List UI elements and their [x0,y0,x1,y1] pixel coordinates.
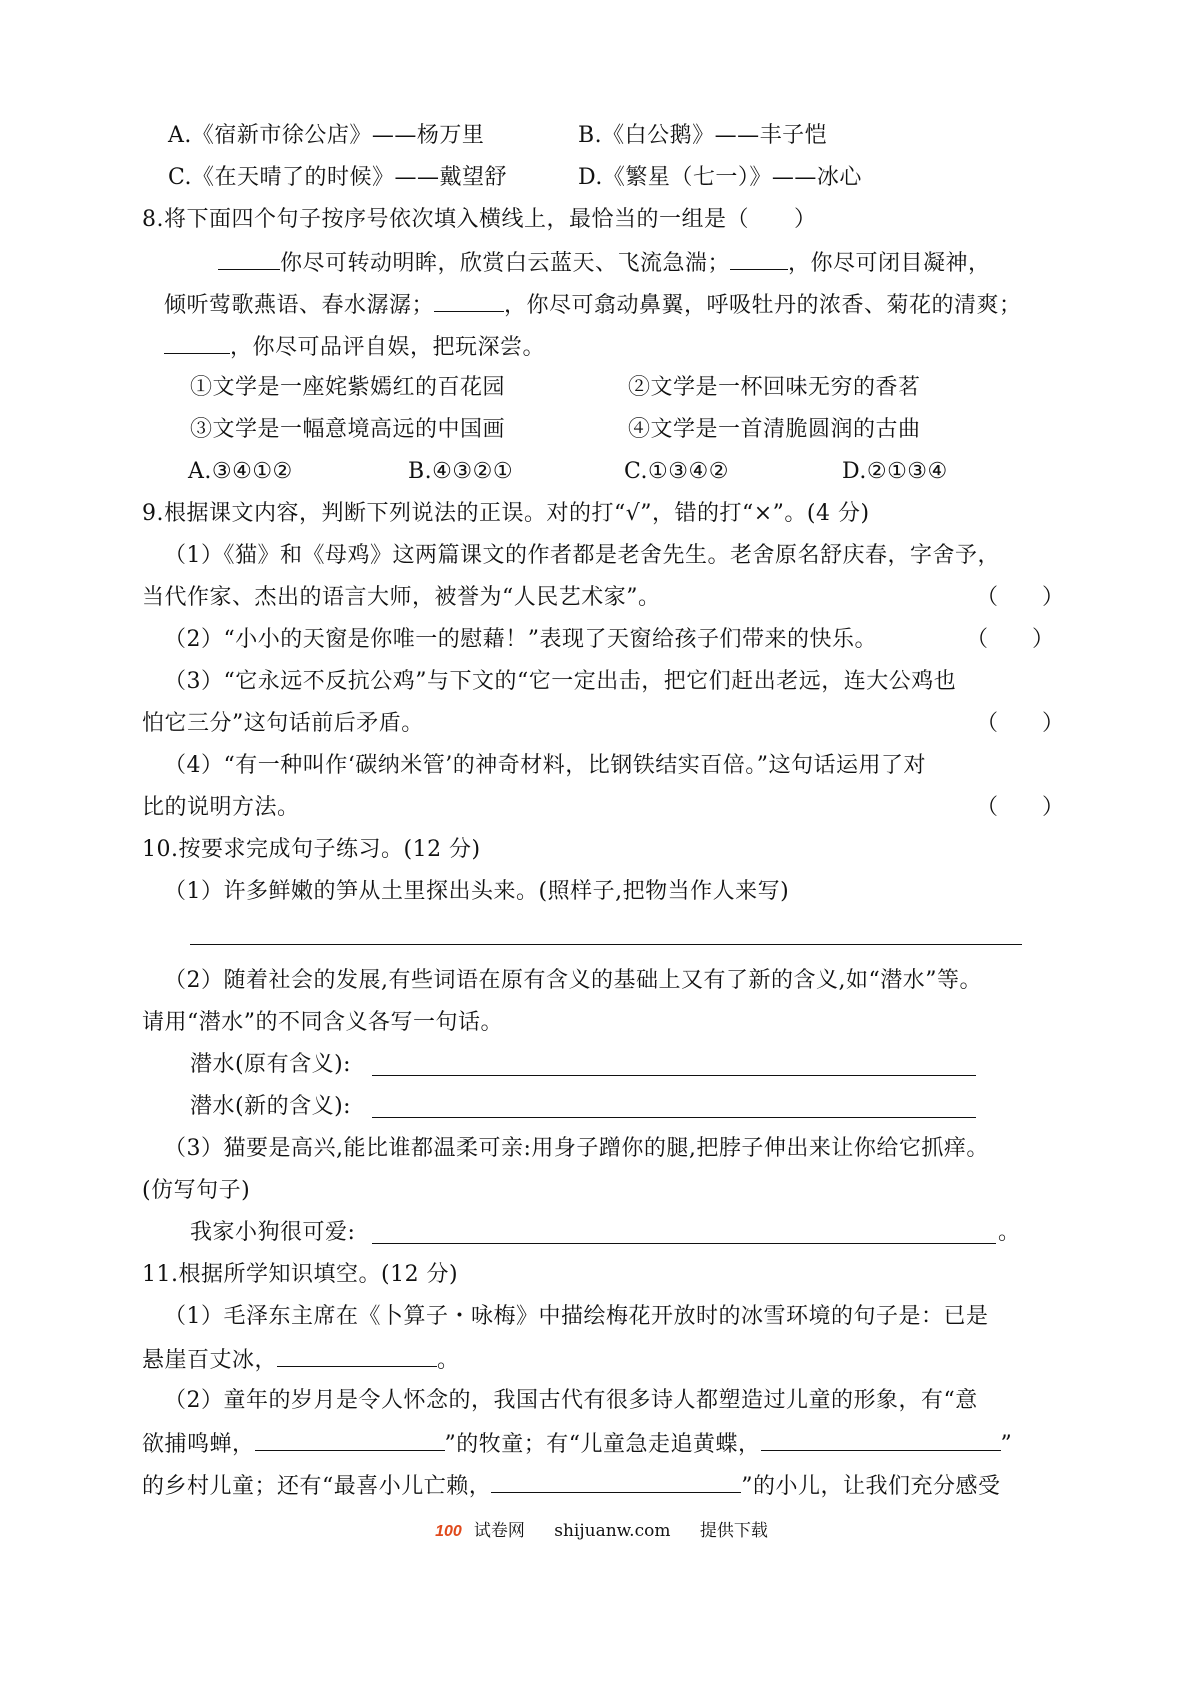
page-footer [0,1519,1191,1544]
blank [730,247,788,270]
q8-passage-line2: 倾听莺歌燕语、春水潺潺； ，你尽可翕动鼻翼，呼吸牡丹的浓香、菊花的清爽； [164,289,1022,321]
q9-item3-line1: （3）“它永远不反抗公鸡”与下文的“它一定出击，把它们赶出老远，连大公鸡也 [164,669,957,694]
blank[interactable] [761,1428,1001,1451]
site-name: 试卷网 [473,1521,525,1541]
q10-dog-label: 我家小狗很可爱: [190,1220,356,1245]
q8-sentence-1: ①文学是一座姹紫嫣红的百花园 [190,375,506,400]
q10-new-meaning-label: 潜水(新的含义): [190,1094,352,1119]
blank [218,247,280,270]
q9-item1-line1: （1）《猫》和《母鸡》这两篇课文的作者都是老舍先生。老舍原名舒庆春，字舍予， [164,543,1000,568]
footer-note: 提供下载 [699,1521,768,1541]
q10-new-meaning-line[interactable] [372,1117,976,1118]
q9-item3-answer-paren[interactable]: （ ） [976,711,1065,736]
q9-item4-line1: （4）“有一种叫作‘碳纳米管’的神奇材料，比钢铁结实百倍。”这句话运用了对 [164,753,926,778]
q10-dog-end: 。 [998,1220,1021,1245]
q8-choice-a: A.③④①② [188,459,293,484]
blank [434,289,504,312]
q8-choice-b: B.④③②① [408,459,514,484]
q10-item1: （1）许多鲜嫩的笋从土里探出头来。(照样子,把物当作人来写) [164,879,790,904]
q11-stem: 11.根据所学知识填空。(12 分) [142,1262,459,1287]
q10-original-meaning-line[interactable] [372,1075,976,1076]
q7-option-b: B.《白公鹅》——丰子恺 [578,123,828,148]
q10-item3-line1: （3）猫要是高兴,能比谁都温柔可亲:用身子蹭你的腿,把脖子伸出来让你给它抓痒。 [164,1136,989,1161]
q8-sentence-4: ④文学是一首清脆圆润的古曲 [628,417,921,442]
q10-item1-answer-line[interactable] [190,944,1022,945]
blank[interactable] [255,1428,445,1451]
q7-option-a: A.《宿新市徐公店》——杨万里 [168,123,485,148]
q11-item1-line2: 悬崖百丈冰， 。 [142,1344,460,1376]
q10-item3-line2: (仿写句子) [142,1178,251,1203]
q9-item2-answer-paren[interactable]: （ ） [966,627,1055,652]
q8-choice-c: C.①③④② [624,459,729,484]
blank[interactable] [277,1344,437,1367]
q9-item2: （2）“小小的天窗是你唯一的慰藉！”表现了天窗给孩子们带来的快乐。 [164,627,877,652]
q9-stem: 9.根据课文内容，判断下列说法的正误。对的打“√”，错的打“×”。(4 分) [142,501,870,526]
blank[interactable] [491,1470,741,1493]
q9-item4-line2: 比的说明方法。 [142,795,300,820]
q8-stem: 8.将下面四个句子按序号依次填入横线上，最恰当的一组是（ ） [142,207,817,232]
blank [164,331,230,354]
q11-item2-line2: 欲捕鸣蝉， ”的牧童；有“儿童急走追黄蝶， ” [142,1428,1012,1460]
q10-item2-line1: （2）随着社会的发展,有些词语在原有含义的基础上又有了新的含义,如“潜水”等。 [164,968,982,993]
q10-stem: 10.按要求完成句子练习。(12 分) [142,837,481,862]
q7-option-d: D.《繁星（七一）》——冰心 [578,165,862,190]
site-url[interactable]: shijuanw.com [554,1521,671,1541]
q8-passage-line3: ，你尽可品评自娱，把玩深尝。 [164,331,545,363]
site-logo: 100 [435,1523,462,1540]
q9-item3-line2: 怕它三分”这句话前后矛盾。 [142,711,424,736]
q10-dog-answer-line[interactable] [372,1243,996,1244]
q10-item2-line2: 请用“潜水”的不同含义各写一句话。 [142,1010,503,1035]
q8-sentence-3: ③文学是一幅意境高远的中国画 [190,417,506,442]
q11-item2-line1: （2）童年的岁月是令人怀念的，我国古代有很多诗人都塑造过儿童的形象，有“意 [164,1388,978,1413]
q9-item1-line2: 当代作家、杰出的语言大师，被誉为“人民艺术家”。 [142,585,661,610]
q10-original-meaning-label: 潜水(原有含义): [190,1052,352,1077]
q8-choice-d: D.②①③④ [842,459,948,484]
q9-item4-answer-paren[interactable]: （ ） [976,795,1065,820]
q8-passage-line1: 你尽可转动明眸，欣赏白云蓝天、飞流急湍； ，你尽可闭目凝神， [218,247,991,279]
q11-item1-line1: （1）毛泽东主席在《卜算子・咏梅》中描绘梅花开放时的冰雪环境的句子是：已是 [164,1304,989,1329]
q8-sentence-2: ②文学是一杯回味无穷的香茗 [628,375,921,400]
q7-option-c: C.《在天晴了的时候》——戴望舒 [168,165,508,190]
q11-item2-line3: 的乡村儿童；还有“最喜小儿亡赖， ”的小儿，让我们充分感受 [142,1470,1001,1502]
q9-item1-answer-paren[interactable]: （ ） [976,585,1065,610]
